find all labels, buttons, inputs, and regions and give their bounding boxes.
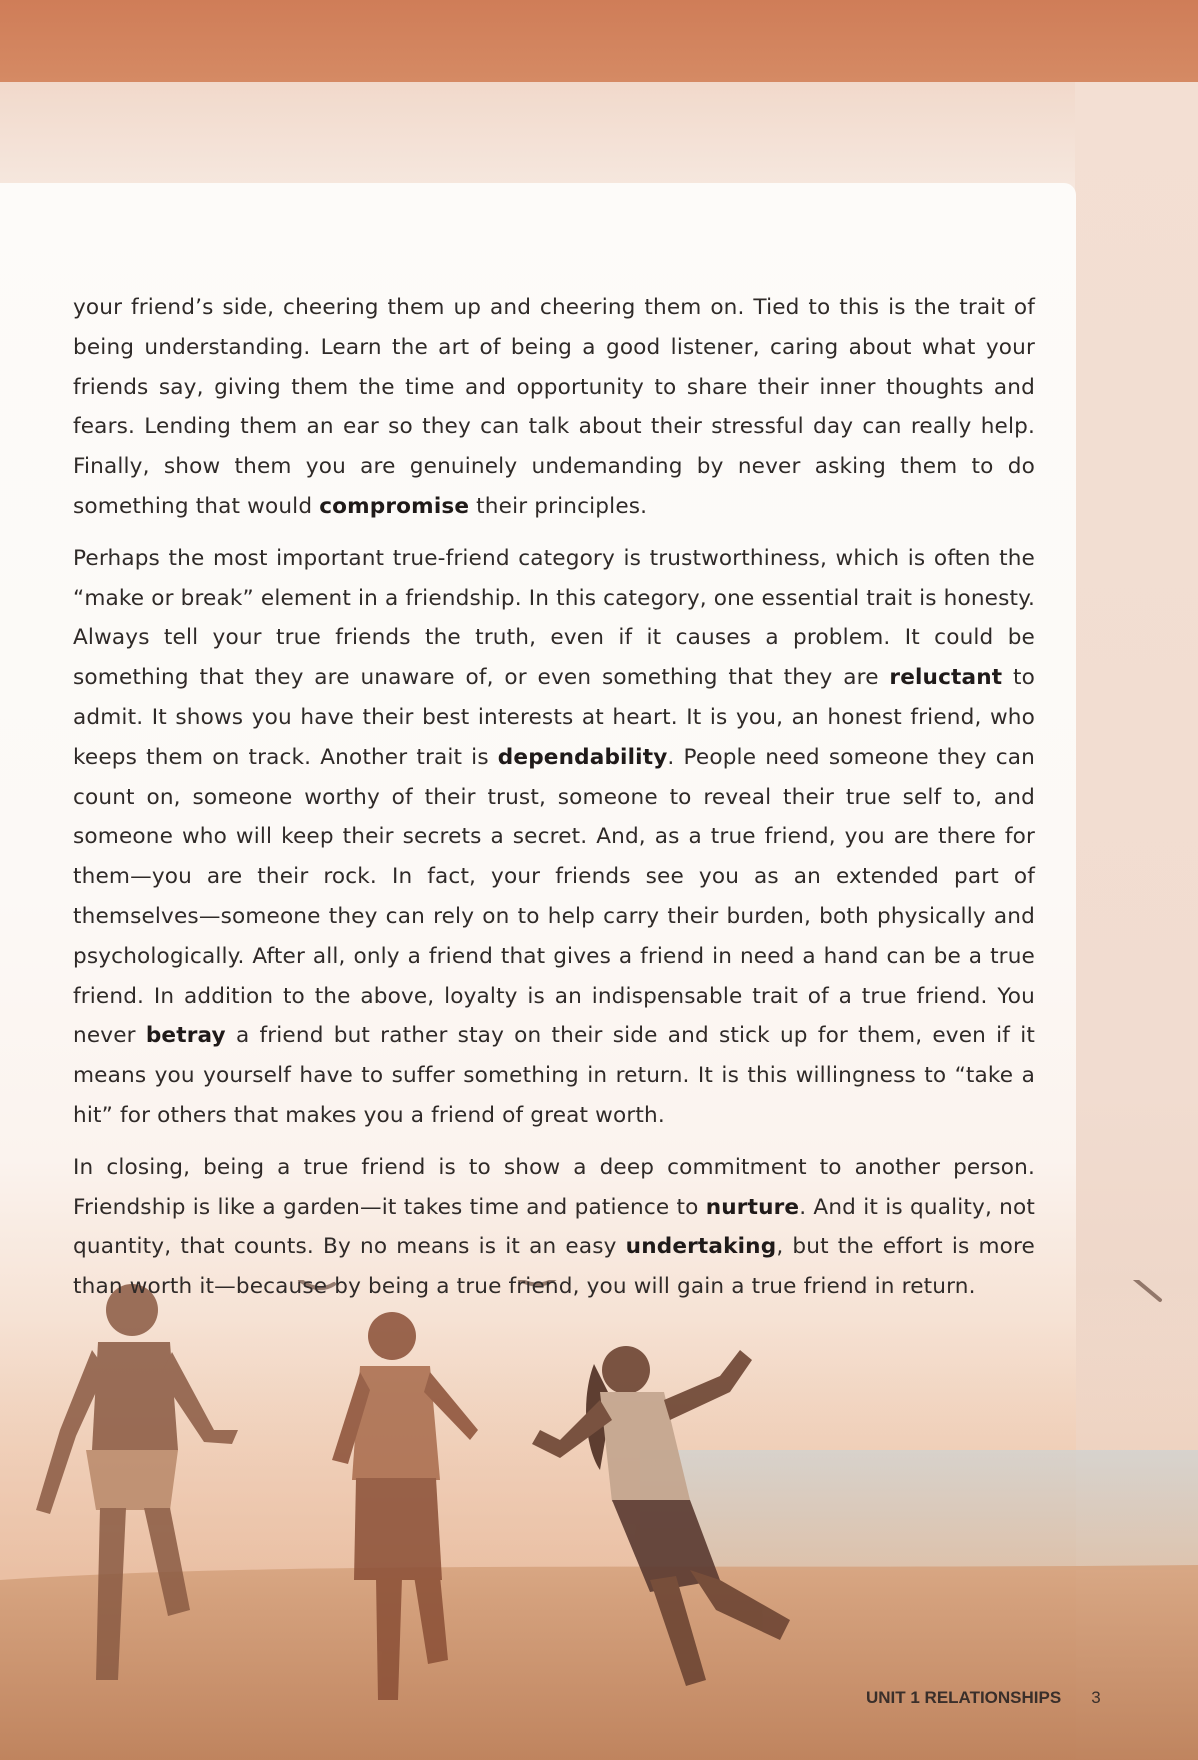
article-body	[73, 288, 1035, 1319]
text-run: . People need someone they can count on, someone worthy of their trust, someone to reveal their true self to, and someone who will keep their secrets a secret. And, as a true friend, you are there for them—you are their rock. In fact, your friends see you as an extended part of themselves—someone they can rely on to help carry their burden, both physically and psychologically. After all, only a friend that gives a friend in need a hand can be a true friend. In addition to the above, loyalty is an indispensable trait of a true friend. You never	[73, 744, 1036, 1049]
vocabulary-word: dependability	[497, 744, 668, 770]
vocabulary-word: undertaking	[625, 1234, 777, 1260]
header-photo-haze	[0, 82, 1198, 192]
sea	[640, 1450, 1198, 1570]
text-run: In closing, being a true friend is to show a deep commitment to another person. Friendship is like a garden—it takes time and patience to	[73, 1154, 1035, 1220]
text-run: to admit. It shows you have their best interests at heart. It is you, an honest friend, who keeps them on track. Another trait is	[73, 665, 1035, 770]
top-color-band	[0, 0, 1198, 82]
text-run: Perhaps the most important true-friend category is trustworthiness, which is often the “make or break” element in a friendship. In this category, one essential trait is honesty. Always tell your true friends the truth, even if it causes a problem. It could be something that they are unaware of, or even something that they are	[73, 545, 1035, 691]
vocabulary-word: nurture	[705, 1194, 800, 1220]
paragraph	[73, 1148, 1035, 1307]
text-run: . And it is quality, not quantity, that counts. By no means is it an easy	[73, 1194, 1035, 1260]
text-run: a friend but rather stay on their side and stick up for them, even if it means you yourself have to suffer something in return. It is this willingness to “take a hit” for others that makes you a friend of great worth.	[73, 1023, 1035, 1128]
vocabulary-word: betray	[145, 1023, 226, 1049]
vocabulary-word: compromise	[319, 493, 470, 519]
text-run: their principles.	[469, 493, 648, 519]
paragraph	[73, 288, 1035, 527]
text-run: , but the effort is more than worth it—because by being a true friend, you will gain a true friend in return.	[73, 1234, 1035, 1300]
text-run: your friend’s side, cheering them up and cheering them on. Tied to this is the trait of being understanding. Learn the art of being a good listener, caring about what your friends say, giving them the time and opportunity to share their inner thoughts and fears. Lending them an ear so they can talk about their stressful day can really help. Finally, show them you are genuinely undemanding by never asking them to do something that would	[73, 295, 1035, 519]
vocabulary-word: reluctant	[889, 665, 1003, 691]
page-footer	[866, 1688, 1101, 1714]
unit-label: UNIT 1 RELATIONSHIPS	[866, 1688, 1062, 1707]
paragraph	[73, 539, 1035, 1136]
page-number: 3	[1091, 1688, 1101, 1707]
